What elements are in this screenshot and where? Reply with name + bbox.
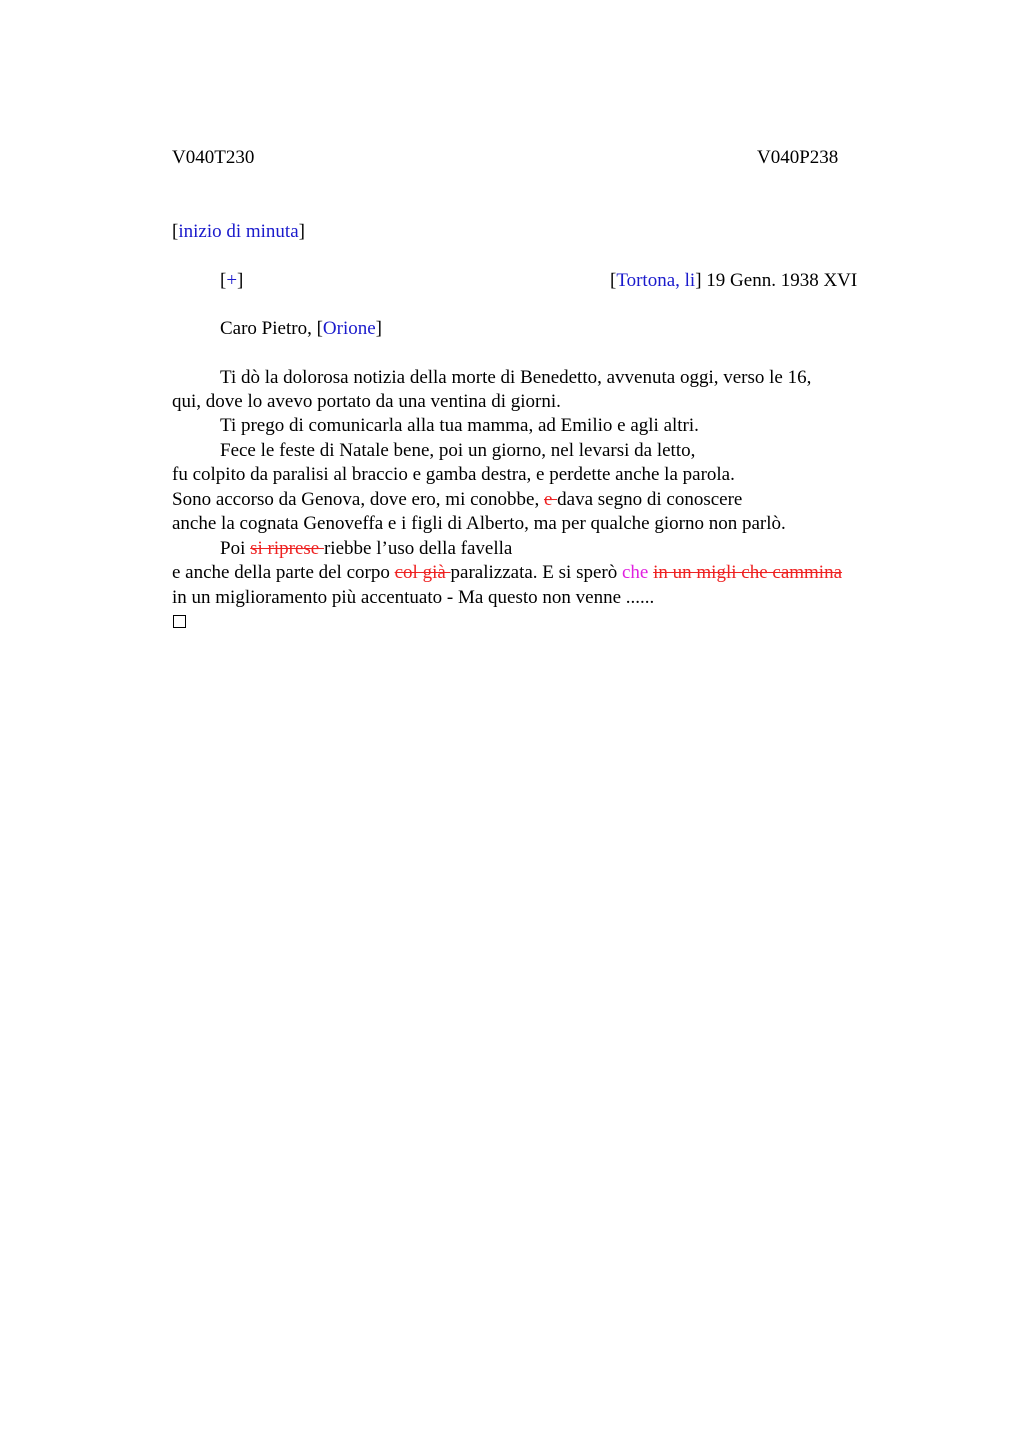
inserted-word: che [622, 562, 649, 583]
cross-close-bracket: ] [237, 270, 244, 291]
empty-square-mark [173, 615, 186, 628]
body-line-2: qui, dove lo avevo portato da una ventina di giorni. [172, 391, 561, 412]
note-text: inizio di minuta [178, 221, 299, 242]
body-line-10: in un miglioramento più accentuato - Ma questo non venne ...... [172, 587, 655, 608]
archive-code-right: V040P238 [757, 147, 839, 168]
cross-symbol: + [226, 270, 238, 291]
date-text: 19 Genn. 1938 XVI [701, 270, 858, 291]
body-line-7: anche la cognata Genoveffa e i figli di Alberto, ma per qualche giorno non parlò. [172, 513, 786, 534]
deleted-phrase: si riprese [250, 538, 324, 559]
line9-text-b: paralizzata. E si sperò [450, 562, 622, 583]
line9-text-a: e anche della parte del corpo [172, 562, 395, 583]
salutation [220, 317, 382, 341]
archive-code-left: V040T230 [172, 147, 255, 168]
place-open-bracket: [ [610, 270, 617, 291]
line6-text-a: Sono accorso da Genova, dove ero, mi conobbe, [172, 489, 544, 510]
line6-text-b: dava segno di conoscere [557, 489, 743, 510]
body-line-5: fu colpito da paralisi al braccio e gamba destra, e perdette anche la parola. [172, 464, 735, 485]
note-open-bracket: [ [172, 221, 179, 242]
salutation-text: Caro Pietro, [220, 318, 317, 339]
note-close-bracket: ] [298, 221, 305, 242]
cross-mark [220, 269, 243, 293]
body-line-9 [172, 561, 842, 585]
deleted-word: e [543, 489, 558, 510]
salutation-close-bracket: ] [375, 318, 382, 339]
deleted-phrase: in un migli che cammina [653, 562, 843, 583]
line8-text-a: Poi [220, 538, 251, 559]
body-line-8 [220, 537, 512, 561]
dateline [610, 269, 857, 293]
body-line-1: Ti dò la dolorosa notizia della morte di Benedetto, avvenuta oggi, verso le 16, [220, 367, 812, 388]
place-name: Tortona, li [616, 270, 696, 291]
deleted-phrase: col già [394, 562, 451, 583]
body-line-6 [172, 488, 742, 512]
cross-open-bracket: [ [220, 270, 227, 291]
line8-text-b: riebbe l’uso della favella [323, 538, 513, 559]
body-line-4: Fece le feste di Natale bene, poi un giorno, nel levarsi da letto, [220, 440, 696, 461]
place-close-bracket: ] [695, 270, 702, 291]
body-line-3: Ti prego di comunicarla alla tua mamma, ad Emilio e agli altri. [220, 415, 699, 436]
salutation-name: Orione [322, 318, 376, 339]
salutation-open-bracket: [ [316, 318, 323, 339]
editorial-note [172, 220, 305, 244]
